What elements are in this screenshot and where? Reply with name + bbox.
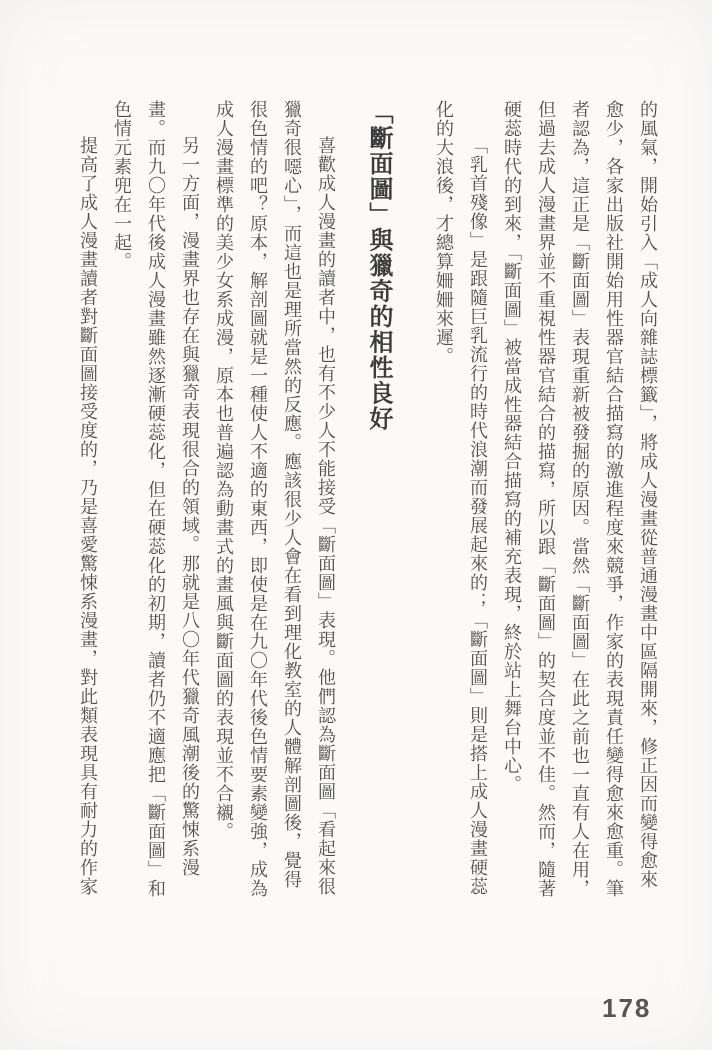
paragraph: 另一方面，漫畫界也存在與獵奇表現很合的領域。那就是八〇年代獵奇風潮後的驚悚系漫畫。而九〇年代後成人漫畫雖然逐漸硬蕊化，但在硬蕊化的初期，讀者仍不適應把「斷面圖」和色情元素兜在一起。: [112, 100, 200, 898]
paragraph: 喜歡成人漫畫的讀者中，也有不少人不能接受「斷面圖」表現。他們認為斷面圖「看起來很獵奇很噁心」，而這也是理所當然的反應。應該很少人會在看到理化教室的人體解剖圖後，覺得很色情的吧？原本，解剖圖就是一種使人不適的東西，即使是在九〇年代後色情要素變強，成為成人漫畫標準的美少女系成漫，原本也普遍認為動畫式的畫風與斷面圖的表現並不合襯。: [214, 100, 336, 898]
vertical-text-block: [71, 100, 665, 900]
paragraph: 「乳首殘像」是跟隨巨乳流行的時代浪潮而發展起來的；「斷面圖」則是搭上成人漫畫硬蕊化的大浪後，才總算姍姍來遲。: [434, 100, 488, 896]
paragraph: 提高了成人漫畫讀者對斷面圖接受度的，乃是喜愛驚悚系漫畫，對此類表現具有耐力的作家: [78, 136, 98, 896]
paragraph-continuation: 的風氣，開始引入「成人向雜誌標籤」，將成人漫畫從普通漫畫中區隔開來，修正因而變得愈來愈少，各家出版社開始用性器官結合描寫的激進程度來競爭，作家的表現責任變得愈來愈重。筆者認為，這正是「斷面圖」表現重新被發掘的原因。當然「斷面圖」在此之前也一直有人在用，但過去成人漫畫界並不重視性器官結合的描寫，所以跟「斷面圖」的契合度並不佳。然而，隨著硬蕊時代的到來，「斷面圖」被當成性器結合描寫的補充表現，終於站上舞台中心。: [502, 100, 658, 898]
page-number: 178: [602, 993, 652, 1023]
section-heading: 「斷面圖」與獵奇的相性良好: [365, 100, 392, 432]
